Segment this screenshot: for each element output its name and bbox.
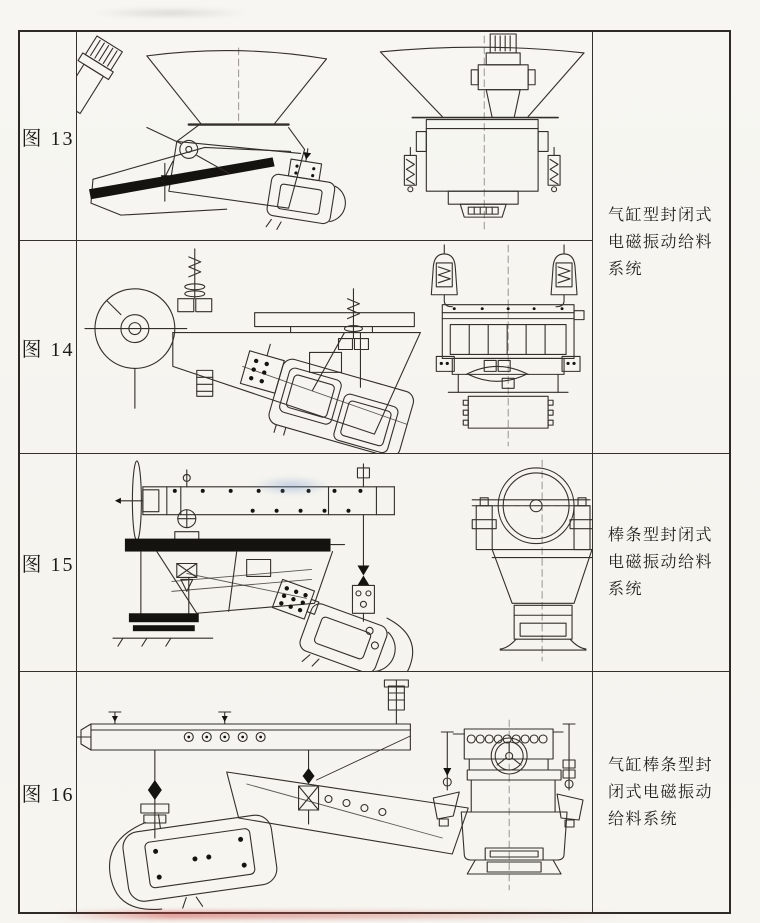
caption-line: 棒条型封闭式 [608, 527, 714, 544]
figure-16-label-cell [20, 672, 77, 912]
caption-line: 气缸棒条型封 [608, 756, 714, 774]
figure-14-technical-drawing [77, 241, 592, 453]
caption-line: 气缸型封闭式 [608, 207, 714, 224]
figure-14-label-cell [20, 241, 77, 454]
figure-16-label: 图 16 [21, 783, 75, 806]
figure-15-drawing-cell [77, 454, 593, 672]
fig14-front-view-drawing [431, 245, 584, 446]
caption-line: 电磁振动给料 [608, 234, 714, 251]
fig15-front-view-drawing [472, 460, 592, 661]
figure-15-label-cell [20, 454, 77, 672]
figure-15-label: 图 15 [21, 554, 75, 576]
caption-line: 系统 [608, 261, 644, 278]
figure-16-drawing-cell [77, 672, 593, 912]
caption-line: 闭式电磁振动 [608, 783, 714, 801]
scan-smudge-blue [252, 476, 330, 496]
fig14-side-view-drawing [85, 249, 420, 453]
figure-13-label: 图 13 [21, 127, 75, 150]
fig13-front-view-drawing [380, 34, 584, 231]
figures-table [18, 30, 731, 914]
caption-line: 给料系统 [608, 810, 679, 828]
fig16-front-view-drawing [433, 720, 583, 890]
caption-cylinder-bar-type-cell [593, 672, 729, 912]
figure-13-drawing-cell [77, 32, 593, 241]
caption-line: 系统 [608, 581, 644, 598]
fig16-side-view-drawing [77, 680, 468, 912]
figure-14-label: 图 14 [21, 338, 75, 361]
fig13-side-view-drawing [77, 34, 353, 239]
caption-line: 电磁振动给料 [608, 554, 714, 571]
caption-cylinder-type-cell [593, 32, 729, 454]
scan-smudge-bottom [55, 911, 625, 919]
caption-bar-type-cell [593, 454, 729, 672]
figure-16-technical-drawing [77, 672, 592, 912]
figure-13-label-cell [20, 32, 77, 241]
scan-smudge-top [95, 8, 245, 18]
figure-15-technical-drawing [77, 454, 592, 671]
figure-13-technical-drawing [77, 32, 592, 240]
figure-14-drawing-cell [77, 241, 593, 454]
